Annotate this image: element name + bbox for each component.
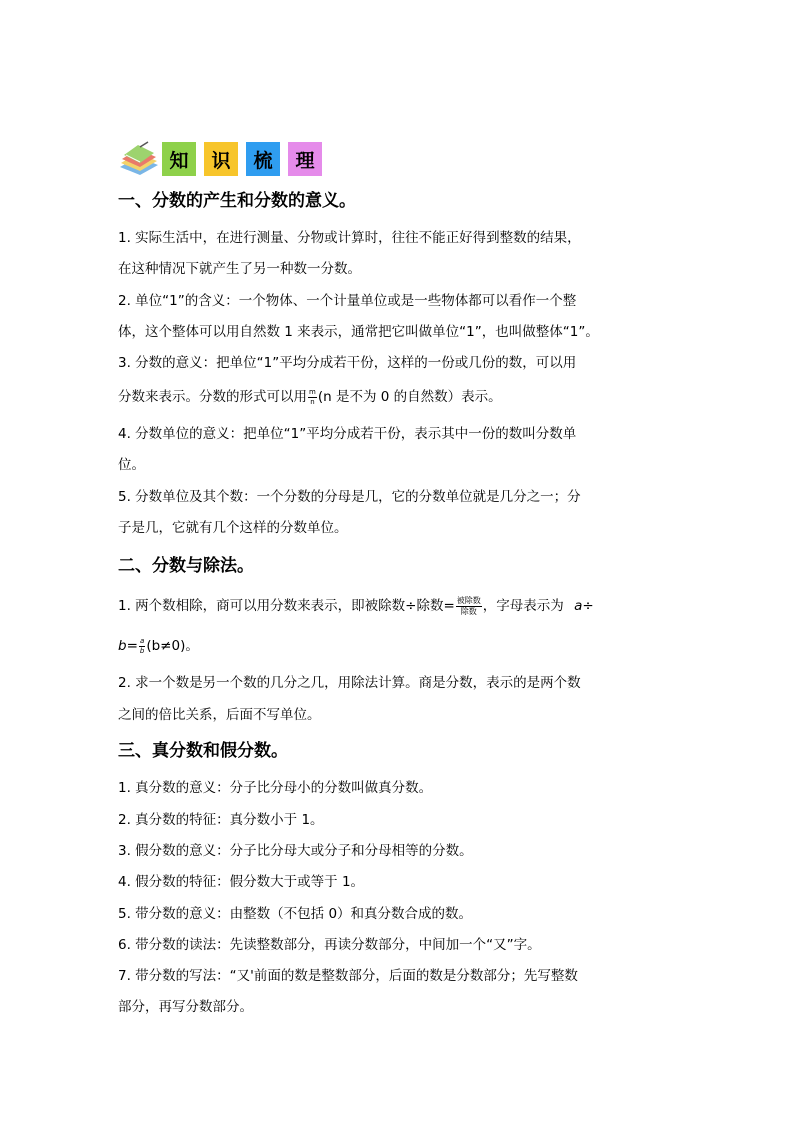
section-2-title: 二、分数与除法。 [118,556,254,576]
banner-char-1: 知 [169,149,189,172]
banner-char-3: 梳 [253,149,273,172]
section-1-line-2: 在这种情况下就产生了另一种数一分数。 [118,261,361,277]
banner-tile-4 [288,142,322,176]
section-3-line-5: 5. 带分数的意义：由整数（不包括 0）和真分数合成的数。 [118,906,473,922]
section-1-line-8: 位。 [118,457,145,473]
section-1-line-4: 体，这个整体可以用自然数 1 来表示，通常把它叫做单位“1”，也叫做整体“1”。 [118,324,599,340]
section-1-line-6-tail: (n 是不为 0 的自然数）表示。 [317,389,502,405]
section-3-line-7: 7. 带分数的写法：“又'前面的数是整数部分，后面的数是分数部分；先写整数 [118,968,578,984]
fraction-dividend-over-divisor: $\frac{\text{被除数}}{\text{除数}}$ [456,595,481,616]
section-1-line-5: 3. 分数的意义：把单位“1”平均分成若干份，这样的一份或几份的数，可以用 [118,355,577,371]
section-1-line-6-head: 分数来表示。分数的形式可以用 [118,389,307,405]
section-1-title: 一、分数的产生和分数的意义。 [118,191,356,211]
section-3-line-3: 3. 假分数的意义：分子比分母大或分子和分母相等的分数。 [118,843,473,859]
section-2-line-3: 2. 求一个数是另一个数的几分之几，用除法计算。商是分数，表示的是两个数 [118,675,581,691]
section-1-line-3: 2. 单位“1”的含义：一个物体、一个计量单位或是一些物体都可以看作一个整 [118,293,577,309]
section-1-line-7: 4. 分数单位的意义：把单位“1”平均分成若干份，表示其中一份的数叫分数单 [118,426,577,442]
section-3-line-8: 部分，再写分数部分。 [118,999,253,1015]
section-2-line-1: 1. 两个数相除，商可以用分数来表示，即被除数÷除数= $\frac{\text{被除数}}{\text{除数}}$ ，字母表示为 a÷ [118,595,594,616]
section-3-line-4: 4. 假分数的特征：假分数大于或等于 1。 [118,874,365,890]
section-3-line-1: 1. 真分数的意义：分子比分母小的分数叫做真分数。 [118,780,433,796]
section-1-line-6 [118,387,502,407]
banner-char-4: 理 [295,149,315,172]
fraction-m-over-n: $\frac{m}{n}$ [309,387,316,406]
section-2-line-2: b= $\frac{a}{b}$ (b≠0)。 [118,636,199,655]
banner-char-2: 识 [211,149,231,172]
section-1-line-1: 1. 实际生活中，在进行测量、分物或计算时，往往不能正好得到整数的结果， [118,230,581,246]
banner-tile-2 [204,142,238,176]
fraction-a-over-b: $\frac{a}{b}$ [139,636,145,655]
section-1-line-10: 子是几，它就有几个这样的分数单位。 [118,520,348,536]
books-icon [118,141,160,177]
banner-tile-3 [246,142,280,176]
banner-tile-1 [162,142,196,176]
section-3-title: 三、真分数和假分数。 [118,741,288,761]
section-3-line-2: 2. 真分数的特征：真分数小于 1。 [118,812,324,828]
section-1-line-9: 5. 分数单位及其个数：一个分数的分母是几，它的分数单位就是几分之一；分 [118,489,581,505]
knowledge-banner [118,139,330,179]
section-2-line-4: 之间的倍比关系，后面不写单位。 [118,707,321,723]
section-3-line-6: 6. 带分数的读法：先读整数部分，再读分数部分，中间加一个“又”字。 [118,937,541,953]
